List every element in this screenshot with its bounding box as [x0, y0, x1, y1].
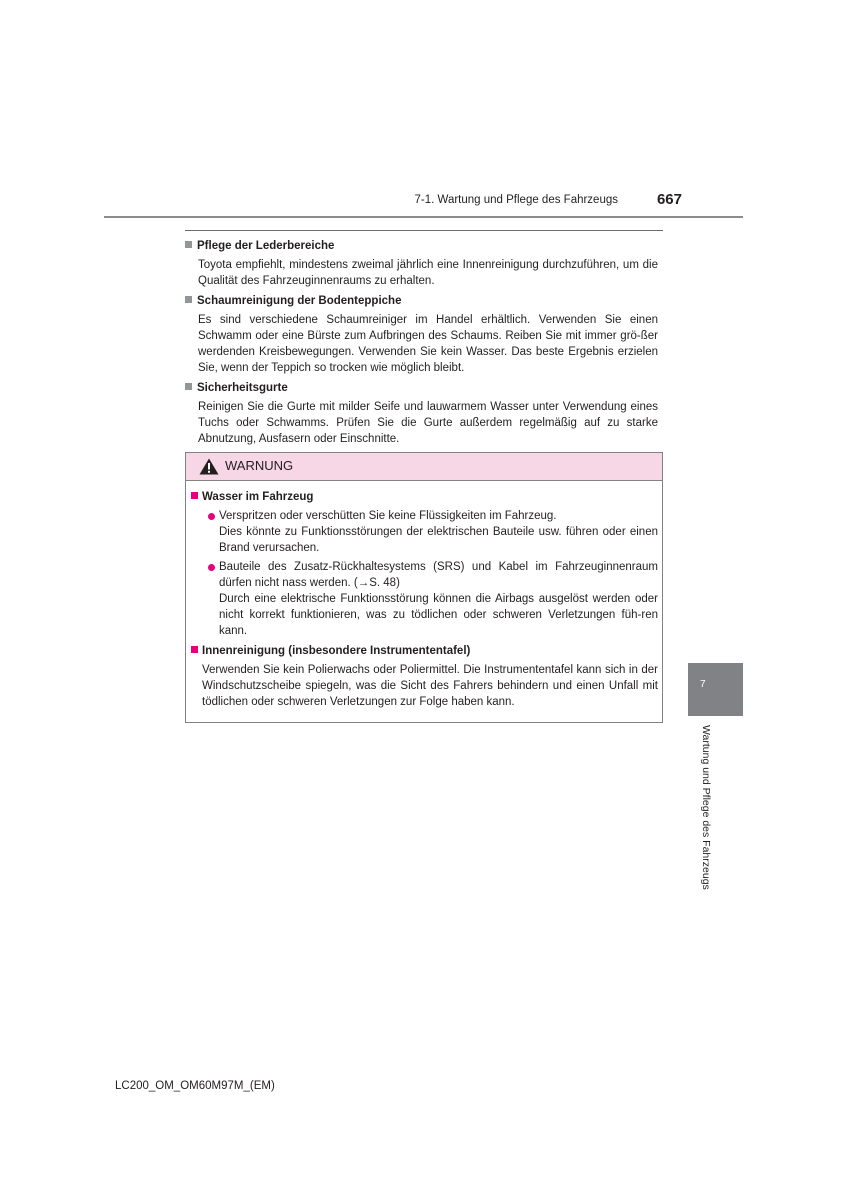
list-item — [208, 508, 658, 556]
main-content — [185, 238, 658, 451]
warning-triangle-icon — [199, 458, 219, 475]
header-rule — [104, 216, 743, 218]
section-body: Es sind verschiedene Schaumreiniger im Handel erhältlich. Verwenden Sie einen Schwamm oder eine Bürste zum Aufbringen des Schaums. Reiben Sie mit immer grö-ßer werdenden Kreisbewegungen. Verwenden Sie kein Wasser. Das beste Ergebnis erzielen Sie, wenn der Teppich so trocken wie möglich bleibt. — [198, 314, 658, 374]
section-foam-cleaning — [185, 293, 658, 376]
section-heading: Schaumreinigung der Bodenteppiche — [197, 295, 402, 307]
bullet-text: Bauteile des Zusatz-Rückhaltesystems (SRS) und Kabel im Fahrzeuginnenraum dürfen nicht nass werden. (→S. 48) — [219, 561, 658, 589]
chapter-label: Wartung und Pflege des Fahrzeugs — [700, 725, 712, 890]
bullet-text: Durch eine elektrische Funktionsstörung können die Airbags ausgelöst werden oder nicht korrekt funktionieren, was zu tödlichen oder schweren Verletzungen füh-ren kann. — [219, 593, 658, 637]
warning-item-water — [191, 489, 658, 639]
gray-square-icon — [185, 296, 192, 303]
section-heading: Sicherheitsgurte — [197, 382, 288, 394]
section-body: Reinigen Sie die Gurte mit milder Seife und lauwarmem Wasser unter Verwendung eines Tuchs oder Schwamms. Prüfen Sie die Gurte außerdem regelmäßig auf zu starke Abnutzung, Ausfasern oder Einschnitte. — [198, 401, 658, 445]
warning-title: WARNUNG — [225, 458, 294, 473]
bullet-text: Dies könnte zu Funktionsstörungen der elektrischen Bauteile usw. führen oder einen Brand verursachen. — [219, 526, 658, 554]
section-title: 7-1. Wartung und Pflege des Fahrzeugs — [414, 194, 618, 206]
bullet-icon — [208, 513, 215, 520]
bullet-text: Verspritzen oder verschütten Sie keine Flüssigkeiten im Fahrzeug. — [219, 510, 557, 522]
section-seatbelts — [185, 380, 658, 447]
warning-item-body: Verwenden Sie kein Polierwachs oder Poliermittel. Die Instrumententafel kann sich in der Windschutzscheibe spiegeln, was die Sicht des Fahrers behindern und einen Unfall mit tödlichen oder schweren Verletzungen zur Folge haben kann. — [202, 664, 658, 708]
footer-code: LC200_OM_OM60M97M_(EM) — [115, 1080, 275, 1092]
magenta-square-icon — [191, 646, 198, 653]
magenta-square-icon — [191, 492, 198, 499]
warning-content — [191, 489, 658, 710]
gray-square-icon — [185, 383, 192, 390]
warning-box — [185, 452, 663, 723]
section-body: Toyota empfiehlt, mindestens zweimal jährlich eine Innenreinigung durchzuführen, um die Qualität des Fahrzeuginnenraums zu erhalten. — [198, 259, 658, 287]
chapter-number: 7 — [700, 679, 706, 690]
content-rule — [185, 230, 663, 231]
warning-item-heading: Wasser im Fahrzeug — [202, 491, 314, 503]
warning-item-interior — [191, 643, 658, 710]
gray-square-icon — [185, 241, 192, 248]
section-heading: Pflege der Lederbereiche — [197, 240, 335, 252]
list-item — [208, 559, 658, 639]
bullet-icon — [208, 564, 215, 571]
chapter-tab — [688, 663, 743, 716]
warning-header — [186, 453, 662, 481]
warning-item-heading: Innenreinigung (insbesondere Instrumententafel) — [202, 645, 471, 657]
section-leather — [185, 238, 658, 289]
page-number: 667 — [656, 191, 682, 208]
